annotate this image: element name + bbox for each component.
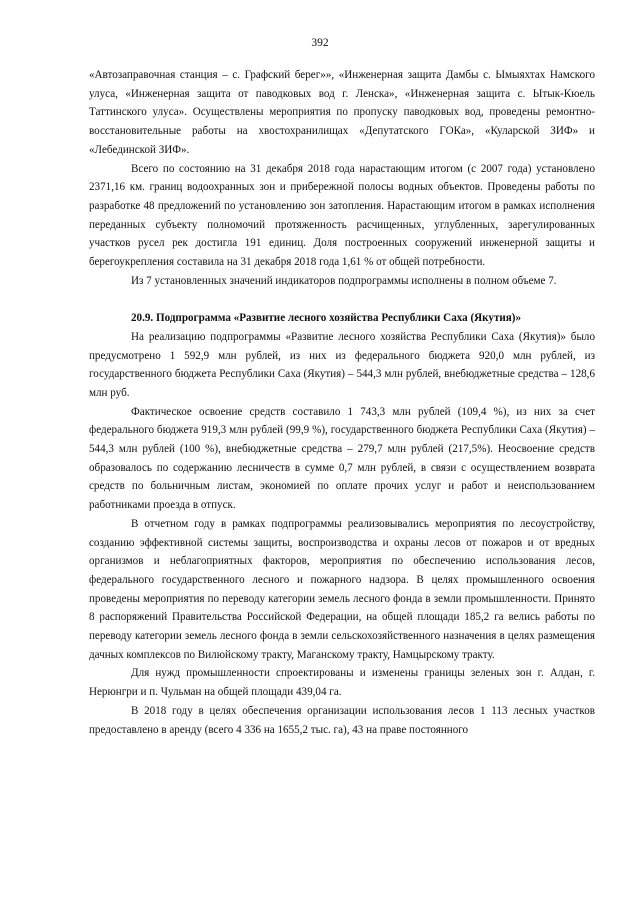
body-paragraph: Всего по состоянию на 31 декабря 2018 года нарастающим итогом (с 2007 года) установлено 2371,16 км. границ водоохранных зон и прибережной полосы водных объектов. Проведены работы по разработке 48 предложений по установлению зон затопления. Нарастающим итогом в рамках исполнения переданных субъекту полномочий протяженность расчищенных, углубленных, зарегулированных участков русел рек достигла 191 единиц. Доля построенных сооружений инженерной защиты и берегоукрепления составила на 31 декабря 2018 года 1,61 % от общей потребности.: [89, 162, 595, 269]
body-paragraph: «Автозаправочная станция – с. Графский берег»», «Инженерная защита Дамбы с. Ымыяхтах Намского улуса, «Инженерная защита от паводковых вод г. Ленска», «Инженерная защита с. Ытык-Кюель Таттинского улуса». Осуществлены мероприятия по пропуску паводковых вод, проведены ремонтно-восстановительные работы на хвостохранилищах «Депутатского ГОКа», «Куларской ЗИФ» и «Лебединской ЗИФ».: [89, 69, 595, 156]
paragraph-spacer: [89, 290, 595, 309]
body-paragraph: Фактическое освоение средств составило 1 743,3 млн рублей (109,4 %), из них за счет федерального бюджета 919,3 млн рублей (99,9 %), государственного бюджета Республики Саха (Якутия) – 544,3 млн рублей (100 %), внебюджетные средства – 279,7 млн рублей (217,5%). Неосвоение средств образовалось по содержанию лесничеств в сумме 0,7 млн рублей, в связи с осуществлением возврата средств по больничным листам, экономией по оплате прочих услуг и работ и неиспользованием работниками проезда в отпуск.: [89, 405, 595, 512]
body-paragraph: На реализацию подпрограммы «Развитие лесного хозяйства Республики Саха (Якутия)» было предусмотрено 1 592,9 млн рублей, из них из федерального бюджета 920,0 млн рублей, из государственного бюджета Республики Саха (Якутия) – 544,3 млн рублей, внебюджетные средства – 128,6 млн руб.: [89, 330, 595, 399]
page-number: 392: [311, 37, 329, 49]
body-paragraph: Из 7 установленных значений индикаторов подпрограммы исполнены в полном объеме 7.: [131, 274, 557, 287]
body-paragraph: Для нужд промышленности спроектированы и изменены границы зеленых зон г. Алдан, г. Нерюнгри и п. Чульман на общей площади 439,04 га.: [89, 667, 595, 699]
body-paragraph: В 2018 году в целях обеспечения организации использования лесов 1 113 лесных участков предоставлено в аренду (всего 4 336 на 1655,2 тыс. га), 43 на праве постоянного: [89, 704, 595, 736]
section-heading: 20.9. Подпрограмма «Развитие лесного хозяйства Республики Саха (Якутия)»: [131, 312, 522, 325]
body-paragraph: В отчетном году в рамках подпрограммы реализовывались мероприятия по лесоустройству, созданию эффективной системы защиты, воспроизводства и охраны лесов от пожаров и от вредных организмов и неблагоприятных факторов, мероприятия по обеспечению использования лесов, федерального государственного лесного и пожарного надзора. В целях промышленного освоения проведены мероприятия по переводу категории земель лесного фонда в земли промышленности. Принято 8 распоряжений Правительства Российской Федерации, на общей площади 185,2 га велись работы по переводу категории земель лесного фонда в земли сельскохозяйственного назначения в целях размещения дачных комплексов по Вилюйскому тракту, Маганскому тракту, Намцырскому тракту.: [89, 517, 595, 661]
document-body: [89, 66, 595, 739]
